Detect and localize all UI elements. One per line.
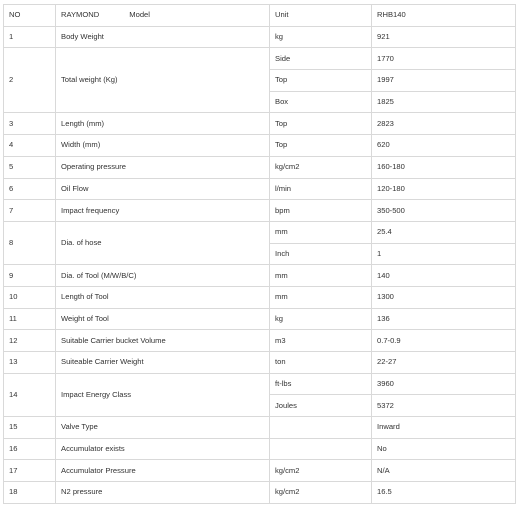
spec-name: Accumulator Pressure [56,460,270,482]
row-number: 16 [4,438,56,460]
spec-value: 921 [372,26,516,48]
spec-name: N2 pressure [56,482,270,504]
spec-name: Oil Flow [56,178,270,200]
spec-name: Body Weight [56,26,270,48]
spec-name: Suiteable Carrier Weight [56,352,270,374]
header-unit: Unit [270,5,372,27]
header-row [4,5,516,27]
spec-value: 3960 [372,373,516,395]
row-number: 18 [4,482,56,504]
table-row [4,26,516,48]
row-number: 8 [4,221,56,264]
spec-value: 22-27 [372,352,516,374]
spec-name: Impact frequency [56,200,270,222]
row-number: 6 [4,178,56,200]
spec-value: 136 [372,308,516,330]
spec-name: Width (mm) [56,135,270,157]
spec-unit: Joules [270,395,372,417]
header-no: NO [4,5,56,27]
row-number: 7 [4,200,56,222]
row-number: 13 [4,352,56,374]
spec-name: Accumulator exists [56,438,270,460]
spec-unit: mm [270,286,372,308]
spec-unit: Top [270,113,372,135]
spec-value: 350-500 [372,200,516,222]
spec-unit: kg/cm2 [270,156,372,178]
spec-name: Total weight (Kg) [56,48,270,113]
row-number: 9 [4,265,56,287]
spec-value: 1300 [372,286,516,308]
spec-value: 0.7-0.9 [372,330,516,352]
spec-value: 1 [372,243,516,265]
spec-table-body [4,26,516,503]
table-row [4,221,516,243]
header-model-label: Model [129,10,150,20]
row-number: 2 [4,48,56,113]
table-row [4,178,516,200]
table-row [4,438,516,460]
row-number: 14 [4,373,56,416]
spec-value: 25.4 [372,221,516,243]
spec-unit [270,438,372,460]
spec-name: Dia. of Tool (M/W/B/C) [56,265,270,287]
spec-unit: kg/cm2 [270,460,372,482]
spec-value: 16.5 [372,482,516,504]
row-number: 12 [4,330,56,352]
spec-unit: Side [270,48,372,70]
spec-name: Length (mm) [56,113,270,135]
spec-unit: m3 [270,330,372,352]
table-row [4,200,516,222]
spec-table-container [3,4,516,504]
spec-value: 140 [372,265,516,287]
spec-unit: bpm [270,200,372,222]
table-row [4,48,516,70]
spec-unit: ton [270,352,372,374]
spec-value: 1997 [372,70,516,92]
spec-value: 1770 [372,48,516,70]
spec-unit: Top [270,135,372,157]
spec-value: 120-180 [372,178,516,200]
spec-value: Inward [372,417,516,439]
row-number: 17 [4,460,56,482]
table-row [4,156,516,178]
spec-value: 160-180 [372,156,516,178]
spec-unit: mm [270,265,372,287]
spec-unit: Inch [270,243,372,265]
spec-table [3,4,516,504]
spec-name: Impact Energy Class [56,373,270,416]
header-value: RHB140 [372,5,516,27]
spec-unit: kg [270,308,372,330]
spec-unit: l/min [270,178,372,200]
table-row [4,286,516,308]
row-number: 4 [4,135,56,157]
spec-unit [270,417,372,439]
spec-name: Valve Type [56,417,270,439]
spec-unit: ft-lbs [270,373,372,395]
spec-value: No [372,438,516,460]
table-row [4,352,516,374]
spec-value: 620 [372,135,516,157]
spec-value: N/A [372,460,516,482]
table-row [4,308,516,330]
table-row [4,135,516,157]
row-number: 5 [4,156,56,178]
header-brand: RAYMOND [61,10,100,20]
table-row [4,373,516,395]
spec-value: 5372 [372,395,516,417]
spec-name: Operating pressure [56,156,270,178]
spec-value: 2823 [372,113,516,135]
spec-name: Length of Tool [56,286,270,308]
spec-unit: Top [270,70,372,92]
table-row [4,417,516,439]
spec-unit: Box [270,91,372,113]
spec-value: 1825 [372,91,516,113]
table-row [4,460,516,482]
table-row [4,265,516,287]
spec-name: Dia. of hose [56,221,270,264]
header-model [56,5,270,27]
spec-unit: kg [270,26,372,48]
row-number: 1 [4,26,56,48]
spec-unit: kg/cm2 [270,482,372,504]
spec-name: Suitable Carrier bucket Volume [56,330,270,352]
table-row [4,482,516,504]
row-number: 15 [4,417,56,439]
row-number: 3 [4,113,56,135]
spec-unit: mm [270,221,372,243]
row-number: 11 [4,308,56,330]
table-row [4,330,516,352]
row-number: 10 [4,286,56,308]
table-row [4,113,516,135]
spec-name: Weight of Tool [56,308,270,330]
